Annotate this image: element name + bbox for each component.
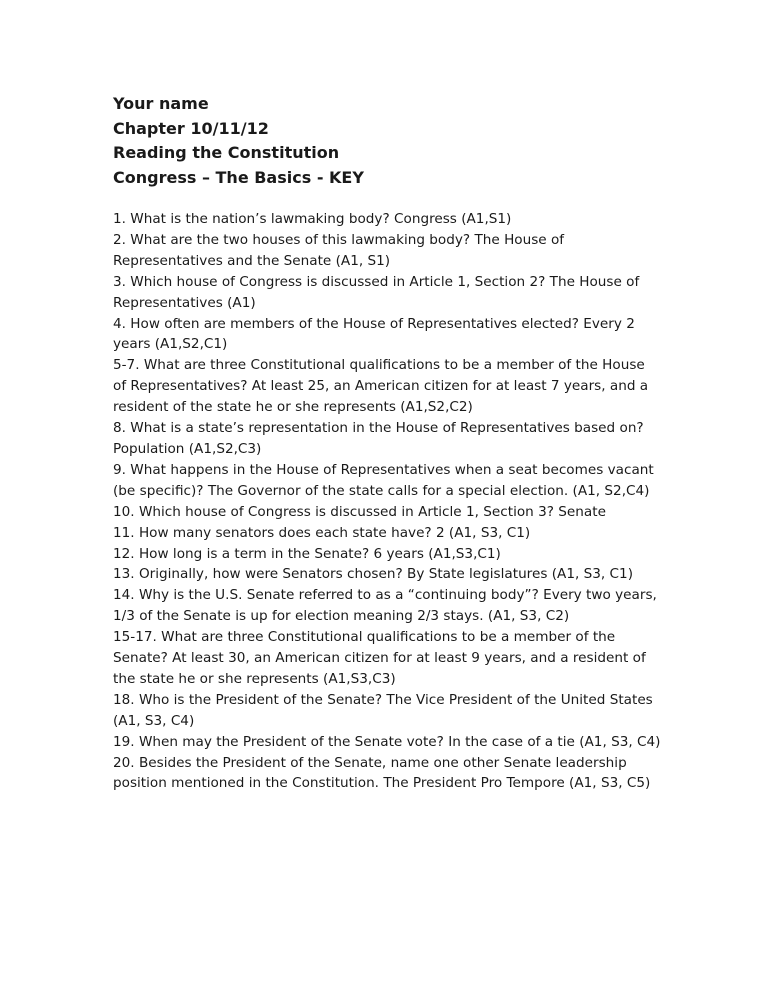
question-item-18: 18. Who is the President of the Senate? The Vice President of the United States (A1, S3, C4): [113, 691, 653, 729]
question-item-11: 11. How many senators does each state have? 2 (A1, S3, C1): [113, 524, 531, 541]
document-header: [113, 92, 673, 190]
question-item-20: 20. Besides the President of the Senate, name one other Senate leadership position mentioned in the Constitution. The President Pro Tempore (A1, S3, C5): [113, 754, 651, 792]
chapter-line: Chapter 10/11/12: [113, 118, 269, 138]
question-item-19: 19. When may the President of the Senate vote? In the case of a tie (A1, S3, C4): [113, 733, 661, 750]
question-item-9: 9. What happens in the House of Representatives when a seat becomes vacant (be specific)? The Governor of the state calls for a special election. (A1, S2,C4): [113, 461, 654, 499]
question-item-5-7: 5-7. What are three Constitutional qualifications to be a member of the House of Representatives? At least 25, an American citizen for at least 7 years, and a resident of the state he or she represents (A1,S2,C2): [113, 357, 649, 416]
question-item-14: 14. Why is the U.S. Senate referred to as a “continuing body”? Every two years, 1/3 of the Senate is up for election meaning 2/3 stays. (A1, S3, C2): [113, 587, 657, 625]
question-item-10: 10. Which house of Congress is discussed in Article 1, Section 3? Senate: [113, 503, 606, 520]
question-item-12: 12. How long is a term in the Senate? 6 years (A1,S3,C1): [113, 545, 501, 562]
question-item-2: 2. What are the two houses of this lawmaking body? The House of Representatives and the Senate (A1, S1): [113, 231, 565, 269]
document-title: Congress – The Basics - KEY: [113, 167, 364, 187]
student-name-line: Your name: [113, 94, 209, 113]
question-item-3: 3. Which house of Congress is discussed in Article 1, Section 2? The House of Representatives (A1): [113, 273, 640, 311]
question-list: [113, 209, 661, 794]
question-item-1: 1. What is the nation’s lawmaking body? Congress (A1,S1): [113, 211, 512, 227]
reading-line: Reading the Constitution: [113, 143, 340, 162]
question-item-8: 8. What is a state’s representation in the House of Representatives based on? Population (A1,S2,C3): [113, 420, 644, 457]
question-item-15-17: 15-17. What are three Constitutional qualifications to be a member of the Senate? At least 30, an American citizen for at least 9 years, and a resident of the state he or she represents (A1,S3,C3): [113, 629, 646, 687]
question-item-13: 13. Originally, how were Senators chosen? By State legislatures (A1, S3, C1): [113, 566, 633, 583]
question-item-4: 4. How often are members of the House of Representatives elected? Every 2 years (A1,S2,C1): [113, 315, 635, 353]
